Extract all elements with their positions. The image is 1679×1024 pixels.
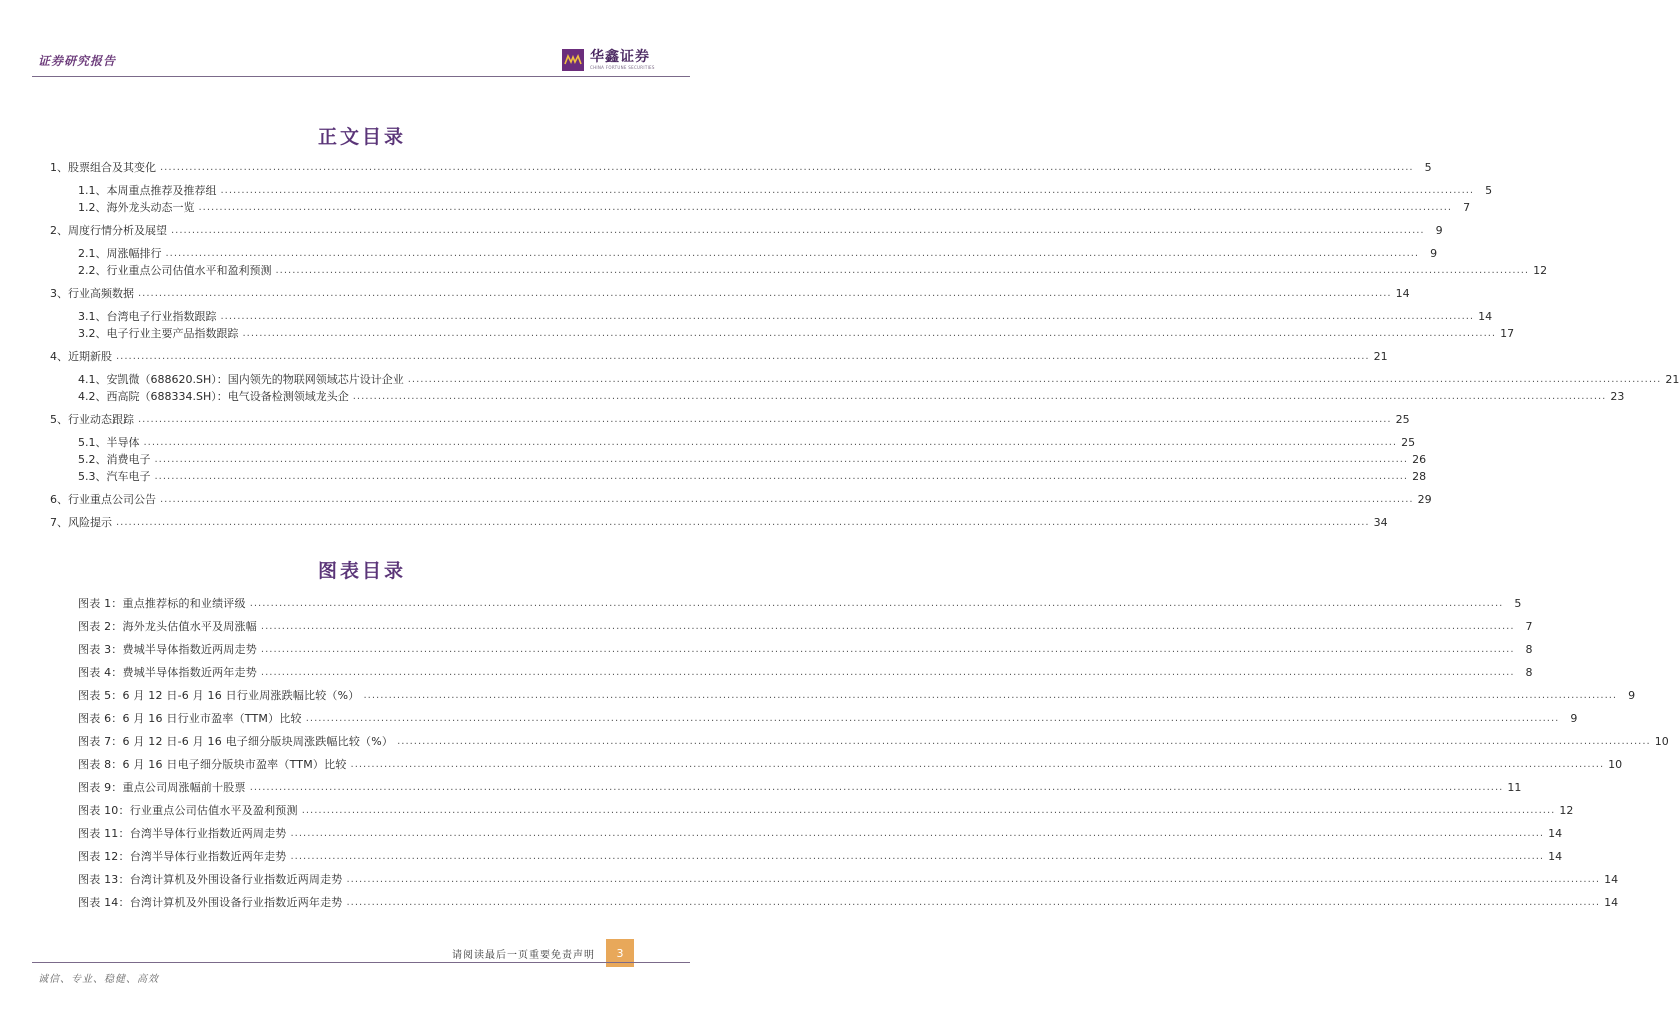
entry-title: 图表 11：台湾半导体行业指数近两周走势 [78, 827, 287, 840]
entry-page-number: 7 [1463, 201, 1471, 214]
entry-title: 图表 10：行业重点公司估值水平及盈利预测 [78, 804, 298, 817]
entry-page-number: 23 [1610, 390, 1625, 403]
dot-leader: ............................................................................................................................................................................................................................................................................................................ [171, 225, 1425, 236]
figure-list-entry[interactable] [78, 596, 1522, 612]
company-motto: 诚信、专业、稳健、高效 [38, 974, 159, 985]
dot-leader: ............................................................................................................................................................................................................................................................................................................ [290, 851, 1545, 862]
toc-subsection-entry[interactable] [78, 326, 1515, 342]
dot-leader: ............................................................................................................................................................................................................................................................................................................ [154, 471, 1409, 482]
toc-section-entry[interactable] [50, 349, 1388, 365]
entry-page-number: 26 [1412, 453, 1427, 466]
entry-number: 4、 [50, 350, 68, 363]
entry-number: 4.1、 [78, 373, 107, 386]
entry-title: 图表 2：海外龙头估值水平及周涨幅 [78, 620, 257, 633]
dot-leader: ............................................................................................................................................................................................................................................................................................................ [116, 517, 1370, 528]
dot-leader: ............................................................................................................................................................................................................................................................................................................ [350, 759, 1605, 770]
entry-number: 3.1、 [78, 310, 107, 323]
entry-page-number: 9 [1628, 689, 1636, 702]
dot-leader: ............................................................................................................................................................................................................................................................................................................ [138, 414, 1392, 425]
toc-section-entry[interactable] [50, 412, 1410, 428]
entry-page-number: 5 [1485, 184, 1493, 197]
toc-subsection-entry[interactable] [78, 309, 1493, 325]
entry-title: 本周重点推荐及推荐组 [106, 184, 217, 197]
toc-subsection-entry[interactable] [78, 435, 1416, 451]
entry-number: 3、 [50, 287, 68, 300]
entry-page-number: 7 [1525, 620, 1533, 633]
logo-en-text: CHINA FORTUNE SECURITIES [590, 64, 655, 70]
entry-page-number: 28 [1412, 470, 1427, 483]
figure-list-entry[interactable] [78, 849, 1563, 865]
entry-page-number: 8 [1525, 643, 1533, 656]
entry-title: 图表 12：台湾半导体行业指数近两年走势 [78, 850, 287, 863]
entry-title: 图表 8：6 月 16 日电子细分版块市盈率（TTM）比较 [78, 758, 347, 771]
entry-page-number: 12 [1533, 264, 1548, 277]
entry-title: 图表 14：台湾计算机及外围设备行业指数近两年走势 [78, 896, 343, 909]
entry-number: 6、 [50, 493, 68, 506]
toc-subsection-entry[interactable] [78, 183, 1493, 199]
entry-page-number: 34 [1373, 516, 1388, 529]
entry-number: 5.2、 [78, 453, 107, 466]
entry-title: 图表 1：重点推荐标的和业绩评级 [78, 597, 246, 610]
entry-title: 消费电子 [106, 453, 151, 466]
dot-leader: ............................................................................................................................................................................................................................................................................................................ [301, 805, 1556, 816]
entry-page-number: 5 [1514, 597, 1522, 610]
entry-title: 图表 13：台湾计算机及外围设备行业指数近两周走势 [78, 873, 343, 886]
dot-leader: ............................................................................................................................................................................................................................................................................................................ [346, 897, 1601, 908]
entry-title: 图表 7：6 月 12 日-6 月 16 电子细分版块周涨跌幅比较（%） [78, 735, 394, 748]
entry-title: 风险提示 [68, 516, 112, 529]
dot-leader: ............................................................................................................................................................................................................................................................................................................ [116, 351, 1370, 362]
dot-leader: ............................................................................................................................................................................................................................................................................................................ [290, 828, 1545, 839]
disclaimer-note: 请阅读最后一页重要免责声明 [452, 950, 595, 961]
entry-title: 行业动态跟踪 [68, 413, 134, 426]
entry-title: 图表 5：6 月 12 日-6 月 16 日行业周涨跌幅比较（%） [78, 689, 360, 702]
dot-leader: ............................................................................................................................................................................................................................................................................................................ [260, 667, 1515, 678]
dot-leader: ............................................................................................................................................................................................................................................................................................................ [138, 288, 1392, 299]
toc-subsection-entry[interactable] [78, 469, 1427, 485]
toc-title: 正文目录 [317, 126, 406, 148]
entry-page-number: 10 [1608, 758, 1623, 771]
dot-leader: ............................................................................................................................................................................................................................................................................................................ [220, 185, 1475, 196]
figure-list-title: 图表目录 [317, 560, 406, 582]
figure-list-entry[interactable] [78, 757, 1623, 773]
entry-title: 图表 4：费城半导体指数近两年走势 [78, 666, 257, 679]
entry-page-number: 14 [1395, 287, 1410, 300]
entry-page-number: 25 [1401, 436, 1416, 449]
toc-section-entry[interactable] [50, 492, 1432, 508]
footer-divider [32, 962, 690, 963]
toc-subsection-entry[interactable] [78, 263, 1548, 279]
entry-title: 半导体 [106, 436, 140, 449]
dot-leader: ............................................................................................................................................................................................................................................................................................................ [397, 736, 1651, 747]
dot-leader: ............................................................................................................................................................................................................................................................................................................ [407, 374, 1662, 385]
entry-number: 2、 [50, 224, 68, 237]
entry-page-number: 14 [1548, 827, 1563, 840]
entry-number: 2.2、 [78, 264, 107, 277]
entry-page-number: 10 [1654, 735, 1669, 748]
toc-subsection-entry[interactable] [78, 372, 1679, 388]
entry-page-number: 21 [1665, 373, 1679, 386]
dot-leader: ............................................................................................................................................................................................................................................................................................................ [165, 248, 1420, 259]
entry-title: 电子行业主要产品指数跟踪 [106, 327, 239, 340]
entry-page-number: 9 [1570, 712, 1578, 725]
dot-leader: ............................................................................................................................................................................................................................................................................................................ [249, 782, 1504, 793]
dot-leader: ............................................................................................................................................................................................................................................................................................................ [275, 265, 1530, 276]
entry-title: 图表 6：6 月 16 日行业市盈率（TTM）比较 [78, 712, 302, 725]
company-logo [562, 47, 662, 73]
entry-page-number: 29 [1417, 493, 1432, 506]
toc-section-entry[interactable] [50, 160, 1432, 176]
toc-subsection-entry[interactable] [78, 452, 1427, 468]
entry-number: 5.1、 [78, 436, 107, 449]
entry-title: 股票组合及其变化 [68, 161, 156, 174]
entry-number: 1、 [50, 161, 68, 174]
entry-number: 1.2、 [78, 201, 107, 214]
entry-number: 5.3、 [78, 470, 107, 483]
entry-number: 7、 [50, 516, 68, 529]
entry-title: 海外龙头动态一览 [106, 201, 195, 214]
figure-list-entry[interactable] [78, 895, 1619, 911]
figure-list-entry[interactable] [78, 803, 1574, 819]
toc-section-entry[interactable] [50, 286, 1410, 302]
dot-leader: ............................................................................................................................................................................................................................................................................................................ [143, 437, 1398, 448]
entry-title: 周度行情分析及展望 [68, 224, 167, 237]
dot-leader: ............................................................................................................................................................................................................................................................................................................ [154, 454, 1409, 465]
entry-title: 台湾电子行业指数跟踪 [106, 310, 217, 323]
entry-title: 安凯微（688620.SH）：国内领先的物联网领域芯片设计企业 [106, 373, 404, 386]
entry-page-number: 8 [1525, 666, 1533, 679]
page-number-badge: 3 [606, 939, 634, 967]
figure-list-entry[interactable] [78, 619, 1533, 635]
figure-list-entry[interactable] [78, 872, 1619, 888]
entry-page-number: 9 [1435, 224, 1443, 237]
figure-list-entry[interactable] [78, 711, 1578, 727]
logo-cn-text: 华鑫证券 [590, 48, 650, 65]
entry-number: 3.2、 [78, 327, 107, 340]
figure-list-entry[interactable] [78, 688, 1636, 704]
entry-title: 西高院（688334.SH）：电气设备检测领域龙头企 [106, 390, 349, 403]
entry-page-number: 11 [1507, 781, 1522, 794]
toc-section-entry[interactable] [50, 515, 1388, 531]
dot-leader: ............................................................................................................................................................................................................................................................................................................ [260, 644, 1515, 655]
dot-leader: ............................................................................................................................................................................................................................................................................................................ [160, 162, 1414, 173]
figure-list-entry[interactable] [78, 826, 1563, 842]
dot-leader: ............................................................................................................................................................................................................................................................................................................ [220, 311, 1475, 322]
entry-title: 近期新股 [68, 350, 112, 363]
entry-page-number: 14 [1478, 310, 1493, 323]
entry-number: 4.2、 [78, 390, 107, 403]
dot-leader: ............................................................................................................................................................................................................................................................................................................ [198, 202, 1453, 213]
toc-subsection-entry[interactable] [78, 200, 1471, 216]
figure-list-entry[interactable] [78, 642, 1533, 658]
entry-title: 图表 3：费城半导体指数近两周走势 [78, 643, 257, 656]
dot-leader: ............................................................................................................................................................................................................................................................................................................ [305, 713, 1560, 724]
entry-number: 1.1、 [78, 184, 107, 197]
dot-leader: ............................................................................................................................................................................................................................................................................................................ [363, 690, 1618, 701]
logo-mark-icon [562, 49, 584, 71]
entry-page-number: 5 [1424, 161, 1432, 174]
entry-page-number: 25 [1395, 413, 1410, 426]
toc-subsection-entry[interactable] [78, 389, 1625, 405]
entry-number: 5、 [50, 413, 68, 426]
toc-section-entry[interactable] [50, 223, 1443, 239]
entry-page-number: 14 [1604, 896, 1619, 909]
dot-leader: ............................................................................................................................................................................................................................................................................................................ [352, 391, 1607, 402]
entry-page-number: 14 [1604, 873, 1619, 886]
entry-title: 行业重点公司估值水平和盈利预测 [106, 264, 272, 277]
dot-leader: ............................................................................................................................................................................................................................................................................................................ [160, 494, 1414, 505]
toc-subsection-entry[interactable] [78, 246, 1438, 262]
entry-title: 行业重点公司公告 [68, 493, 156, 506]
figure-list-entry[interactable] [78, 734, 1669, 750]
entry-page-number: 21 [1373, 350, 1388, 363]
entry-title: 图表 9：重点公司周涨幅前十股票 [78, 781, 246, 794]
entry-page-number: 17 [1500, 327, 1515, 340]
report-type-label: 证券研究报告 [38, 54, 117, 68]
entry-page-number: 14 [1548, 850, 1563, 863]
entry-page-number: 9 [1430, 247, 1438, 260]
entry-number: 2.1、 [78, 247, 107, 260]
dot-leader: ............................................................................................................................................................................................................................................................................................................ [260, 621, 1515, 632]
entry-title: 周涨幅排行 [106, 247, 162, 260]
header-divider [32, 76, 690, 77]
entry-page-number: 12 [1559, 804, 1574, 817]
dot-leader: ............................................................................................................................................................................................................................................................................................................ [346, 874, 1601, 885]
entry-title: 行业高频数据 [68, 287, 134, 300]
figure-list-entry[interactable] [78, 780, 1522, 796]
entry-title: 汽车电子 [106, 470, 151, 483]
dot-leader: ............................................................................................................................................................................................................................................................................................................ [249, 598, 1504, 609]
dot-leader: ............................................................................................................................................................................................................................................................................................................ [242, 328, 1497, 339]
figure-list-entry[interactable] [78, 665, 1533, 681]
